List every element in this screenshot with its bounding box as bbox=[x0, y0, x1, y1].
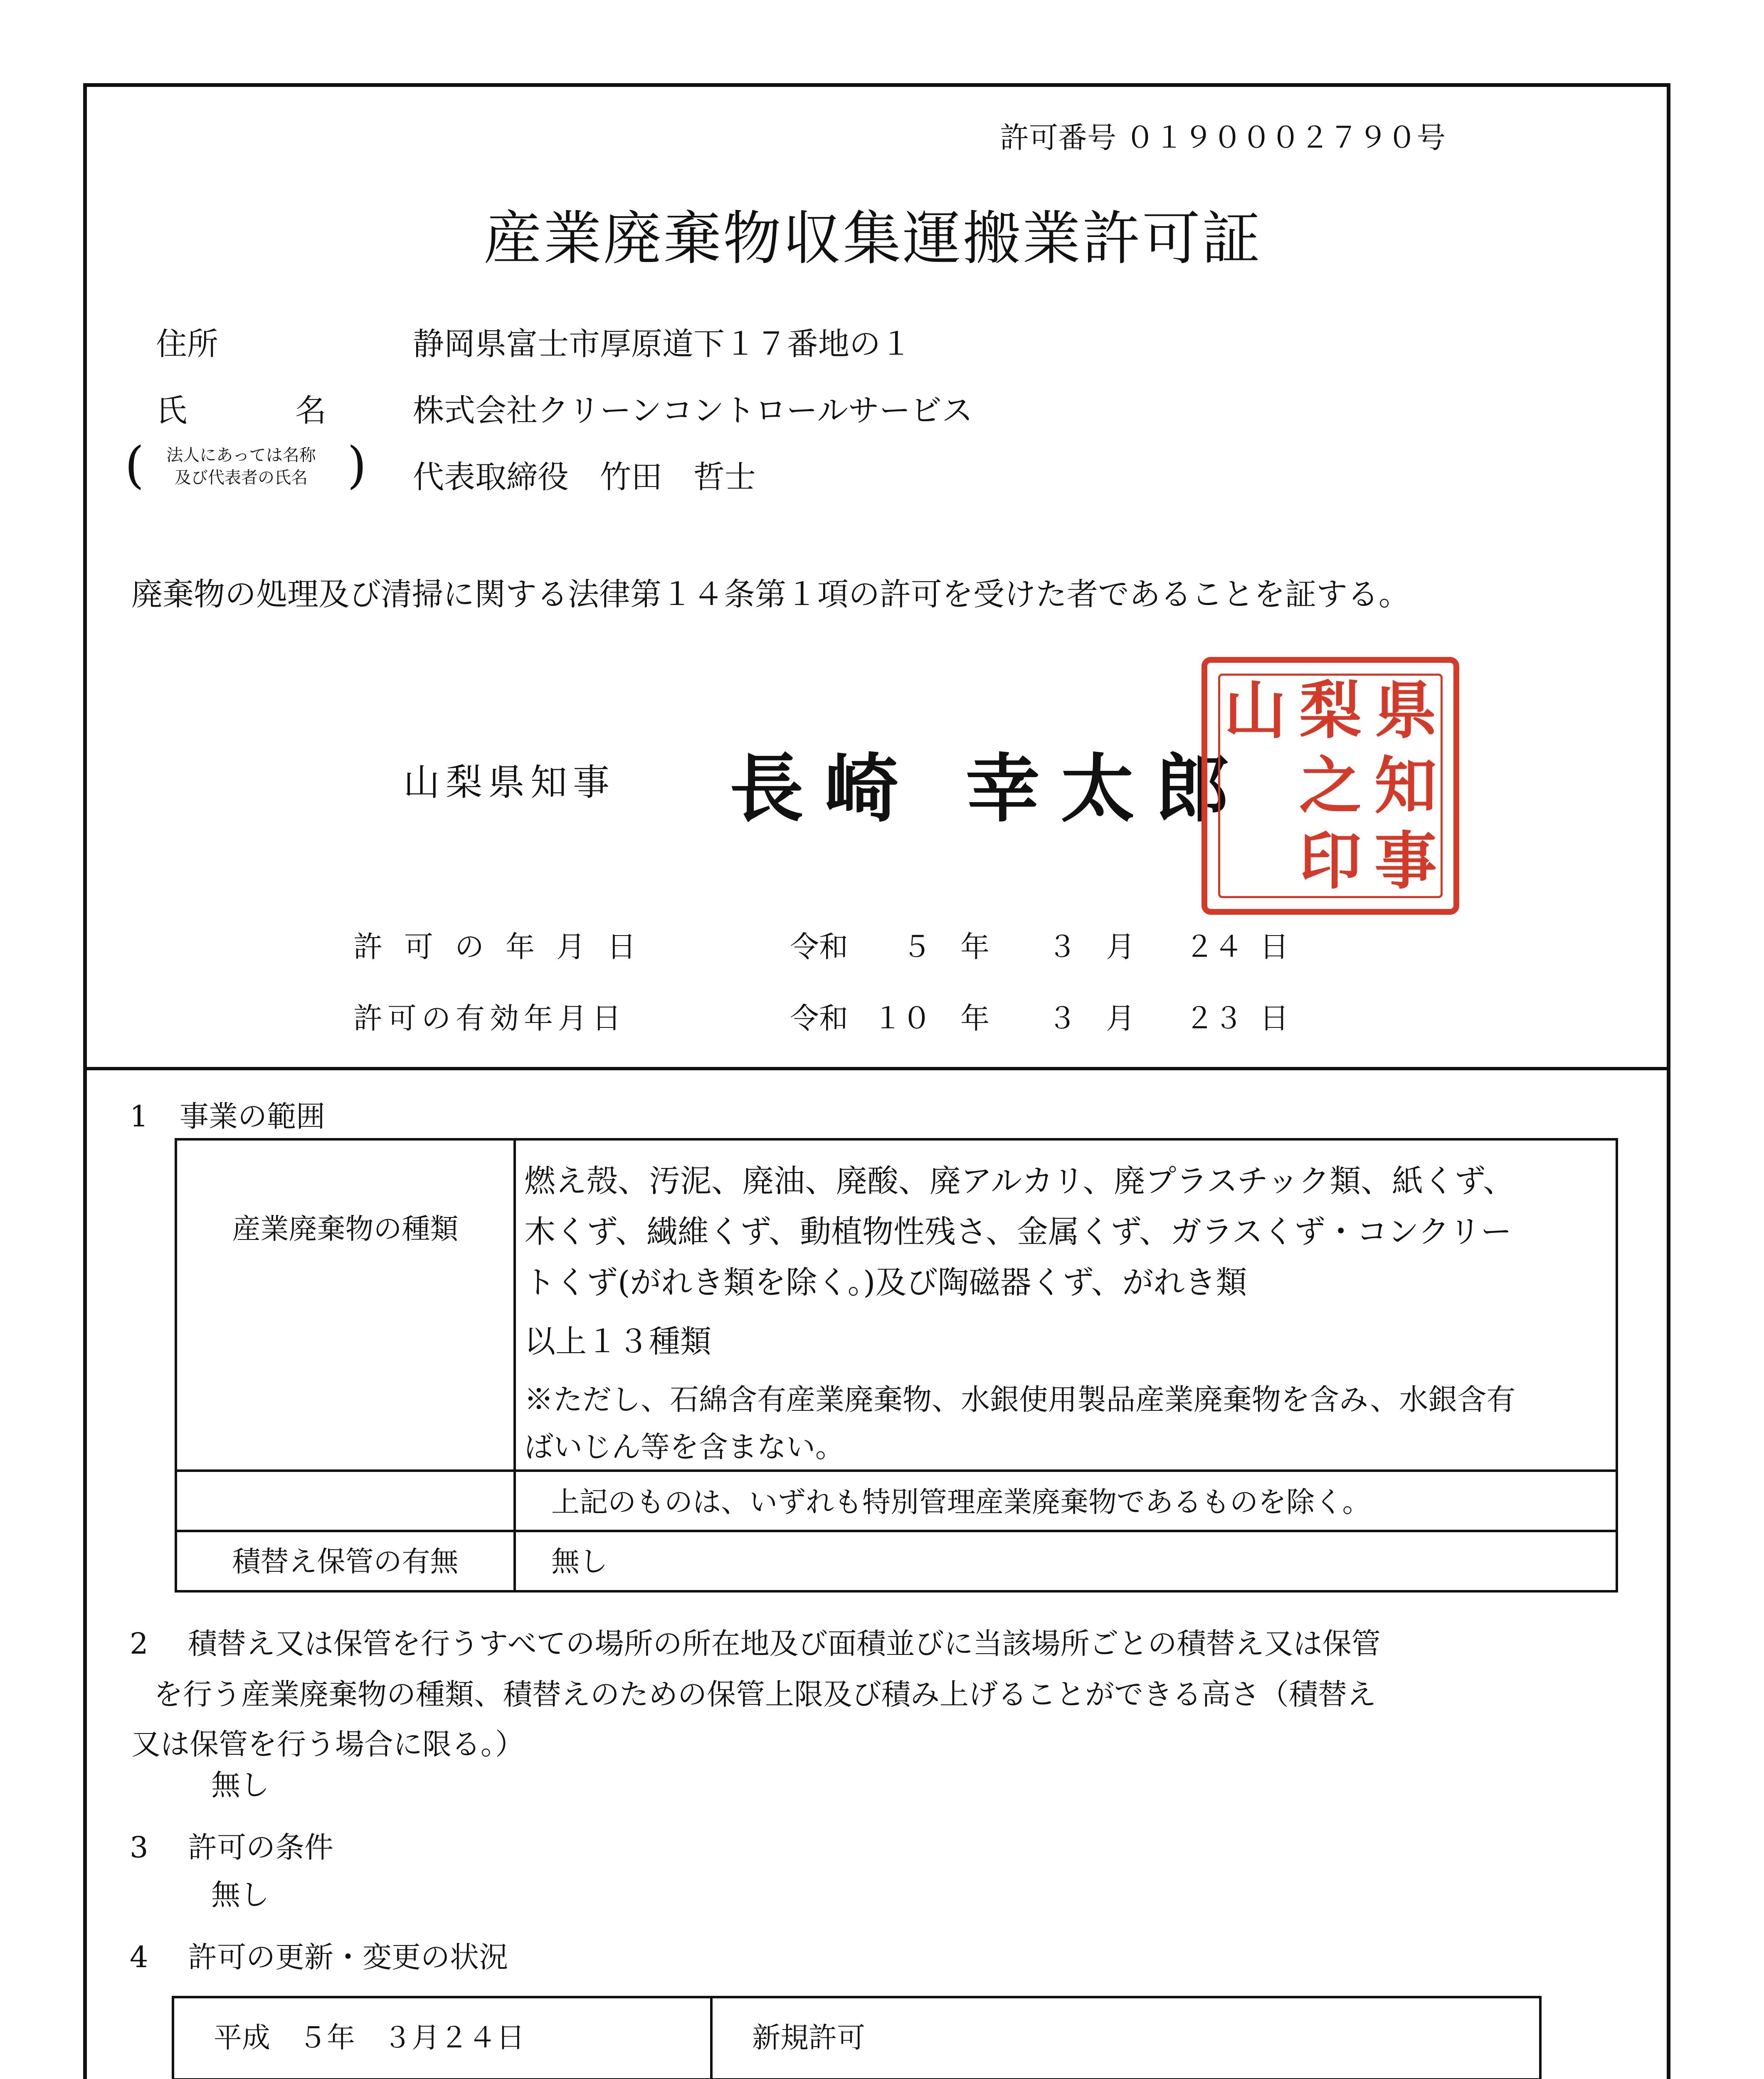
section-divider bbox=[83, 1067, 1670, 1070]
note-open-paren: ( bbox=[125, 437, 144, 494]
business-scope-table bbox=[175, 1138, 1618, 1593]
waste-types-line: 木くず、繊維くず、動植物性残さ、金属くず、ガラスくず・コンクリー bbox=[524, 1213, 1512, 1250]
holder-representative: 代表取締役 竹田 哲士 bbox=[413, 459, 756, 495]
permit-number: 許可番号 ０１９０００２７９０号 bbox=[1000, 121, 1446, 155]
section-2-line: 又は保管を行う場合に限る。） bbox=[131, 1727, 524, 1761]
waste-note-line: ばいじん等を含まない。 bbox=[524, 1430, 844, 1464]
waste-count: 以上１３種類 bbox=[524, 1323, 712, 1360]
transfer-storage-label: 積替え保管の有無 bbox=[232, 1546, 459, 1578]
waste-types-cell bbox=[515, 1139, 1617, 1471]
exclusion-cell bbox=[515, 1471, 1617, 1531]
transfer-storage-label-cell bbox=[176, 1531, 515, 1591]
official-seal: 県 知 事 梨 之 印 山 bbox=[1201, 657, 1459, 915]
waste-type-label: 産業廃棄物の種類 bbox=[232, 1213, 459, 1246]
waste-type-label-cell bbox=[176, 1139, 515, 1471]
issuer-office: 山梨県知事 bbox=[403, 761, 616, 804]
section-2-line: 積替え又は保管を行うすべての場所の所在地及び面積並びに当該場所ごとの積替え又は保管 bbox=[188, 1627, 1381, 1661]
special-exclusion: 上記のものは、いずれも特別管理産業廃棄物であるものを除く。 bbox=[551, 1486, 1371, 1519]
section-3-number: 3 bbox=[130, 1830, 148, 1864]
name-label: 氏名 bbox=[156, 392, 435, 429]
table-row bbox=[173, 1997, 1540, 2079]
waste-note-line: ※ただし、石綿含有産業廃棄物、水銀使用製品産業廃棄物を含み、水銀含有 bbox=[524, 1383, 1516, 1417]
transfer-storage-cell bbox=[515, 1531, 1617, 1591]
holder-company: 株式会社クリーンコントロールサービス bbox=[413, 392, 973, 429]
section-3-title: 許可の条件 bbox=[188, 1830, 333, 1864]
holder-address: 静岡県富士市厚原道下１７番地の１ bbox=[413, 326, 912, 362]
waste-types-line: トくず(がれき類を除く。)及び陶磁器くず、がれき類 bbox=[524, 1264, 1247, 1301]
certificate-title: 産業廃棄物収集運搬業許可証 bbox=[484, 205, 1262, 273]
section-4-number: 4 bbox=[130, 1940, 148, 1974]
transfer-storage-value: 無し bbox=[551, 1546, 608, 1578]
valid-until-label: 許可の有効年月日 bbox=[353, 1001, 626, 1035]
waste-types-line: 燃え殻、汚泥、廃油、廃酸、廃アルカリ、廃プラスチック類、紙くず、 bbox=[524, 1163, 1515, 1199]
permit-date-label: 許可の年月日 bbox=[353, 930, 658, 964]
certification-text: 廃棄物の処理及び清掃に関する法律第１４条第１項の許可を受けた者であることを証する。 bbox=[131, 576, 1410, 612]
section-2-value: 無し bbox=[211, 1768, 269, 1802]
section-2-number: 2 bbox=[130, 1627, 148, 1661]
name-label-note: 法人にあっては名称 及び代表者の氏名 bbox=[166, 446, 316, 487]
address-label: 住所 bbox=[156, 326, 219, 362]
section-1-title: 事業の範囲 bbox=[180, 1099, 325, 1133]
section-4-title: 許可の更新・変更の状況 bbox=[188, 1940, 508, 1974]
section-3-value: 無し bbox=[211, 1878, 269, 1912]
history-status: 新規許可 bbox=[711, 1997, 1540, 2079]
issuer-name: 長崎 幸太郎 bbox=[730, 745, 1250, 832]
note-close-paren: ) bbox=[347, 437, 367, 494]
section-2-line: を行う産業廃棄物の種類、積替えのための保管上限及び積み上げることができる高さ（積替え bbox=[154, 1677, 1376, 1711]
section-1-number: 1 bbox=[130, 1099, 148, 1133]
history-date: 平成 ５年 ３月２４日 bbox=[173, 1997, 711, 2079]
exclusion-left-cell bbox=[176, 1471, 515, 1531]
certificate-border bbox=[83, 83, 1670, 2079]
permit-history-table bbox=[172, 1996, 1542, 2079]
